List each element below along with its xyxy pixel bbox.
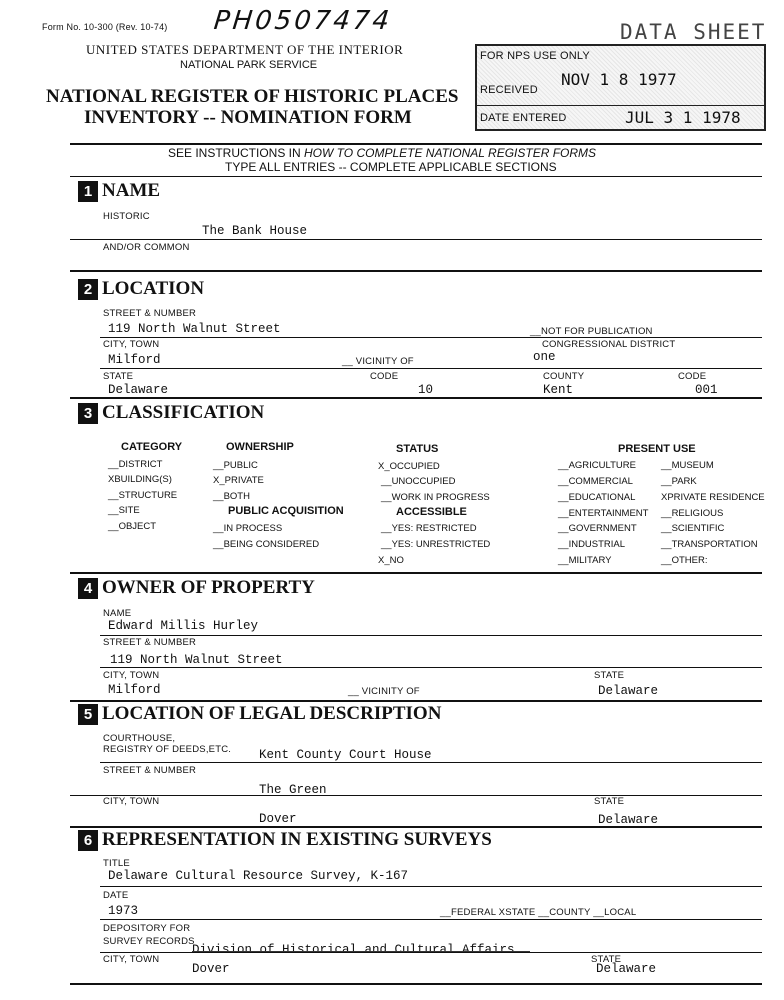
use-option: __EDUCATIONAL — [558, 492, 636, 503]
public-acquisition-heading: PUBLIC ACQUISITION — [228, 505, 344, 517]
use-option: __SCIENTIFIC — [661, 523, 725, 534]
street-label: STREET & NUMBER — [103, 308, 197, 319]
survey-title: Delaware Cultural Resource Survey, K-167 — [108, 869, 409, 883]
use-option: __COMMERCIAL — [558, 476, 633, 487]
use-option: __GOVERNMENT — [558, 523, 637, 534]
vicinity-of: __ VICINITY OF — [342, 356, 414, 367]
status-heading: STATUS — [396, 443, 439, 455]
use-option: __OTHER: — [661, 555, 708, 566]
county-code-label: CODE — [678, 371, 707, 382]
use-option: __INDUSTRIAL — [558, 539, 626, 550]
category-option: __SITE — [108, 505, 140, 516]
ownership-option: X_PRIVATE — [213, 475, 264, 486]
use-option: __ENTERTAINMENT — [558, 508, 649, 519]
accessible-option: __YES: RESTRICTED — [381, 523, 477, 534]
code-label: CODE — [370, 371, 399, 382]
owner-vicinity: __ VICINITY OF — [348, 686, 420, 697]
survey-levels: __FEDERAL XSTATE __COUNTY __LOCAL — [440, 907, 637, 918]
legal-street-label: STREET & NUMBER — [103, 765, 197, 776]
state-label: STATE — [103, 371, 134, 382]
use-option: __TRANSPORTATION — [661, 539, 758, 550]
section-1-heading: 1 NAME — [78, 180, 160, 202]
instructions-line2: TYPE ALL ENTRIES -- COMPLETE APPLICABLE SECTIONS — [225, 160, 557, 174]
depository-name: Division of Historical and Cultural Affairs — [192, 943, 515, 957]
historic-label: HISTORIC — [103, 211, 150, 222]
ownership-heading: OWNERSHIP — [226, 441, 294, 453]
section-6-heading: 6 REPRESENTATION IN EXISTING SURVEYS — [78, 829, 492, 851]
use-option: __RELIGIOUS — [661, 508, 724, 519]
department-title: UNITED STATES DEPARTMENT OF THE INTERIOR — [86, 42, 404, 57]
courthouse-name: Kent County Court House — [259, 748, 432, 762]
legal-state-label: STATE — [594, 796, 625, 807]
owner-street: 119 North Walnut Street — [110, 653, 283, 667]
section-4-heading: 4 OWNER OF PROPERTY — [78, 577, 315, 599]
state-code: 10 — [418, 383, 434, 397]
owner-state-label: STATE — [594, 670, 625, 681]
legal-city: Dover — [259, 812, 297, 826]
status-option: __WORK IN PROGRESS — [381, 492, 490, 503]
section-2-heading: 2 LOCATION — [78, 278, 204, 300]
status-option: __UNOCCUPIED — [381, 476, 456, 487]
survey-date: 1973 — [108, 904, 139, 918]
legal-street: The Green — [259, 783, 327, 797]
registry-label: REGISTRY OF DEEDS,ETC. — [103, 744, 232, 755]
location-street: 119 North Walnut Street — [108, 322, 281, 336]
use-option: XPRIVATE RESIDENCE — [661, 492, 765, 503]
category-option: XBUILDING(S) — [108, 474, 172, 485]
survey-state: Delaware — [596, 962, 657, 976]
form-title-line2: INVENTORY -- NOMINATION FORM — [84, 107, 412, 128]
acquisition-option: __IN PROCESS — [213, 523, 283, 534]
category-option: __DISTRICT — [108, 459, 163, 470]
data-sheet-stamp: DATA SHEET — [620, 20, 767, 44]
nps-use-label: FOR NPS USE ONLY — [480, 50, 590, 62]
use-option: __MILITARY — [558, 555, 612, 566]
location-city: Milford — [108, 353, 161, 367]
date-entered-label: DATE ENTERED — [480, 112, 567, 124]
category-option: __STRUCTURE — [108, 490, 178, 501]
received-stamp: NOV 1 8 1977 — [561, 70, 677, 89]
congressional-district-label: CONGRESSIONAL DISTRICT — [542, 339, 676, 350]
common-name-label: AND/OR COMMON — [103, 242, 190, 253]
legal-state: Delaware — [598, 813, 659, 827]
section-3-heading: 3 CLASSIFICATION — [78, 402, 264, 424]
instructions-line1: SEE INSTRUCTIONS IN HOW TO COMPLETE NATIONAL REGISTER FORMS — [168, 146, 597, 160]
accessible-heading: ACCESSIBLE — [396, 506, 467, 518]
use-option: __MUSEUM — [661, 460, 714, 471]
form-number: Form No. 10-300 (Rev. 10-74) — [42, 22, 168, 32]
date-entered-stamp: JUL 3 1 1978 — [625, 108, 741, 127]
location-county: Kent — [543, 383, 574, 397]
accessible-option: X_NO — [378, 555, 404, 566]
not-for-publication: __NOT FOR PUBLICATION — [530, 326, 653, 337]
section-5-heading: 5 LOCATION OF LEGAL DESCRIPTION — [78, 703, 441, 725]
category-option: __OBJECT — [108, 521, 157, 532]
survey-records-label: SURVEY RECORDS — [103, 936, 195, 947]
city-label: CITY, TOWN — [103, 339, 160, 350]
status-option: X_OCCUPIED — [378, 461, 440, 472]
accessible-option: __YES: UNRESTRICTED — [381, 539, 491, 550]
historic-name: The Bank House — [202, 224, 308, 238]
owner-street-label: STREET & NUMBER — [103, 637, 197, 648]
owner-state: Delaware — [598, 684, 659, 698]
owner-city: Milford — [108, 683, 161, 697]
owner-name-label: NAME — [103, 608, 132, 619]
depository-label: DEPOSITORY FOR — [103, 923, 191, 934]
survey-city: Dover — [192, 962, 230, 976]
survey-state-label: STATE — [591, 954, 622, 965]
survey-date-label: DATE — [103, 890, 129, 901]
congressional-district: one — [533, 350, 556, 364]
use-option: __PARK — [661, 476, 697, 487]
form-title-line1: NATIONAL REGISTER OF HISTORIC PLACES — [46, 86, 459, 107]
received-label: RECEIVED — [480, 84, 538, 96]
courthouse-label: COURTHOUSE, — [103, 733, 176, 744]
county-code: 001 — [695, 383, 718, 397]
acquisition-option: __BEING CONSIDERED — [213, 539, 320, 550]
survey-title-label: TITLE — [103, 858, 130, 869]
survey-city-label: CITY, TOWN — [103, 954, 160, 965]
owner-city-label: CITY, TOWN — [103, 670, 160, 681]
ownership-option: __PUBLIC — [213, 460, 258, 471]
location-state: Delaware — [108, 383, 169, 397]
handwritten-id: PH0507474 — [212, 6, 394, 36]
owner-name: Edward Millis Hurley — [108, 619, 259, 633]
ownership-option: __BOTH — [213, 491, 250, 502]
use-option: __AGRICULTURE — [558, 460, 636, 471]
county-label: COUNTY — [543, 371, 585, 382]
category-heading: CATEGORY — [121, 441, 183, 453]
nps-use-box — [475, 44, 766, 131]
legal-city-label: CITY, TOWN — [103, 796, 160, 807]
service-title: NATIONAL PARK SERVICE — [180, 59, 318, 71]
present-use-heading: PRESENT USE — [618, 443, 696, 455]
